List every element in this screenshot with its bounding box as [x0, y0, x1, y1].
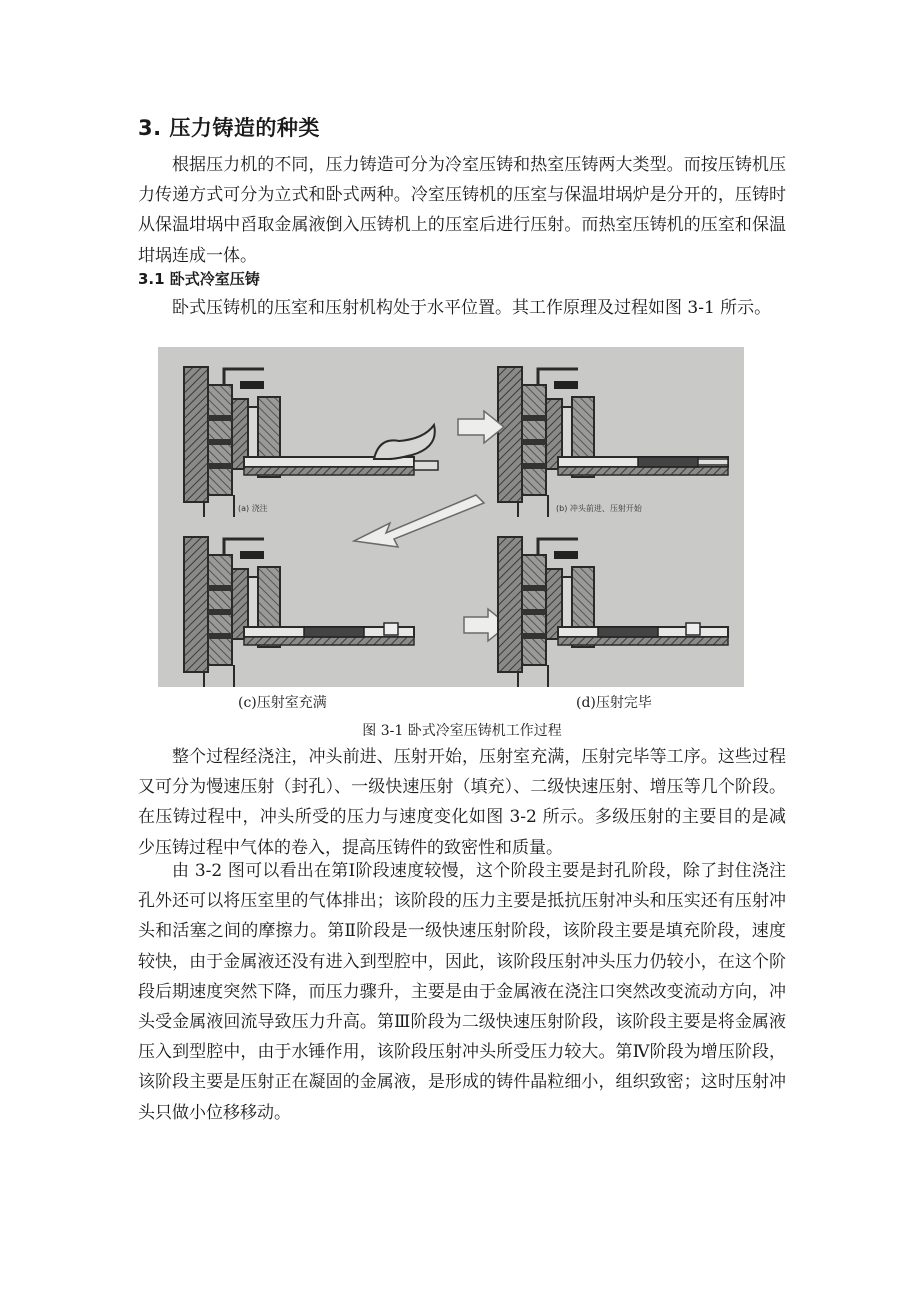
figure-3-1 [158, 347, 744, 687]
subsection-intro-paragraph: 卧式压铸机的压室和压射机构处于水平位置。其工作原理及过程如图 3-1 所示。 [172, 298, 772, 318]
section-intro-paragraph: 根据压力机的不同，压力铸造可分为冷室压铸和热室压铸两大类型。而按压铸机压力传递方式可分为立式和卧式两种。冷室压铸机的压室与保温坩埚炉是分开的，压铸时从保温坩埚中舀取金属液倒入压铸机上的压室后进行压射。而热室压铸机的压室和保温坩埚连成一体。 [138, 155, 786, 266]
arrow-diagonal-icon [354, 495, 484, 547]
panel-a-label: (a) 浇注 [238, 504, 268, 513]
subcaption-c: (c)压射室充满 [238, 695, 327, 711]
panel-c-chamber-full [184, 537, 414, 687]
die-casting-diagram [158, 347, 744, 687]
body-paragraph-2: 由 3-2 图可以看出在第Ⅰ阶段速度较慢，这个阶段主要是封孔阶段，除了封住浇注孔外还可以将压室里的气体排出；该阶段的压力主要是抵抗压射冲头和压实还有压射冲头和活塞之间的摩擦力。第Ⅱ阶段是一级快速压射阶段，该阶段主要是填充阶段，速度较快，由于金属液还没有进入到型腔中，因此，该阶段压射冲头压力仍较小，在这个阶段后期速度突然下降，而压力骤升，主要是由于金属液在浇注口突然改变流动方向，冲头受金属液回流导致压力升高。第Ⅲ阶段为二级快速压射阶段，该阶段主要是将金属液压入到型腔中，由于水锤作用，该阶段压射冲头所受压力较大。第Ⅳ阶段为增压阶段，该阶段主要是压射正在凝固的金属液，是形成的铸件晶粒细小，组织致密；这时压射冲头只做小位移移动。 [138, 861, 786, 1123]
panel-a-pouring [184, 367, 438, 517]
body-paragraph-1: 整个过程经浇注，冲头前进、压射开始，压射室充满，压射完毕等工序。这些过程又可分为慢速压射（封孔）、一级快速压射（填充）、二级快速压射、增压等几个阶段。在压铸过程中，冲头所受的压力与速度变化如图 3-2 所示。多级压射的主要目的是减少压铸过程中气体的卷入，提高压铸件的致密性和质量。 [138, 747, 786, 858]
panel-d-injection-complete [498, 537, 728, 687]
panel-b-injection-start [498, 367, 728, 517]
section-heading: 3. 压力铸造的种类 [138, 116, 320, 140]
figure-caption: 图 3-1 卧式冷室压铸机工作过程 [362, 723, 562, 739]
subsection-heading: 3.1 卧式冷室压铸 [138, 270, 260, 288]
panel-b-label: (b) 冲头前进、压射开始 [556, 504, 642, 513]
subcaption-d: (d)压射完毕 [576, 695, 652, 711]
